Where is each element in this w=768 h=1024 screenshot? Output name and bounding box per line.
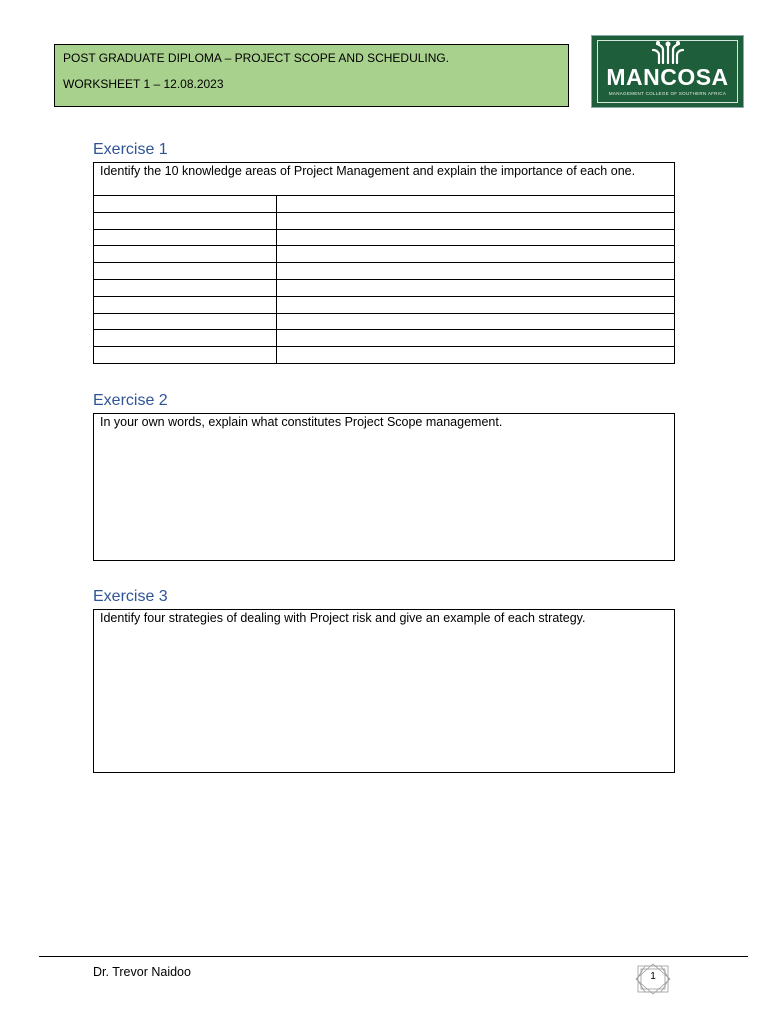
table-row bbox=[94, 313, 675, 330]
table-row bbox=[94, 212, 675, 229]
course-title: POST GRADUATE DIPLOMA – PROJECT SCOPE AND SCHEDULING. bbox=[63, 51, 450, 65]
footer-author: Dr. Trevor Naidoo bbox=[93, 965, 191, 979]
worksheet-title-box bbox=[54, 44, 569, 107]
table-cell[interactable] bbox=[94, 246, 277, 263]
table-cell[interactable] bbox=[94, 263, 277, 280]
page-number-badge bbox=[633, 963, 673, 995]
mancosa-logo bbox=[591, 35, 744, 108]
table-row bbox=[94, 296, 675, 313]
page-number: 1 bbox=[650, 971, 656, 982]
table-row bbox=[94, 196, 675, 213]
table-cell[interactable] bbox=[277, 246, 675, 263]
table-cell[interactable] bbox=[277, 229, 675, 246]
table-cell[interactable] bbox=[94, 313, 277, 330]
table-row bbox=[94, 279, 675, 296]
table-cell[interactable] bbox=[94, 330, 277, 347]
table-row bbox=[94, 246, 675, 263]
table-cell[interactable] bbox=[277, 330, 675, 347]
exercise-1-heading: Exercise 1 bbox=[93, 141, 168, 158]
worksheet-date: WORKSHEET 1 – 12.08.2023 bbox=[63, 77, 224, 91]
exercise-2-answer-box[interactable] bbox=[93, 413, 675, 561]
table-row bbox=[94, 263, 675, 280]
exercise-1-prompt: Identify the 10 knowledge areas of Project Management and explain the importance of each one. bbox=[100, 164, 636, 178]
table-row bbox=[94, 347, 675, 364]
table-cell[interactable] bbox=[94, 212, 277, 229]
table-cell[interactable] bbox=[94, 229, 277, 246]
table-cell[interactable] bbox=[94, 279, 277, 296]
exercise-2-heading: Exercise 2 bbox=[93, 392, 168, 409]
table-cell[interactable] bbox=[94, 196, 277, 213]
table-cell[interactable] bbox=[277, 313, 675, 330]
knowledge-areas-table bbox=[93, 195, 675, 364]
table-cell[interactable] bbox=[277, 279, 675, 296]
table-cell[interactable] bbox=[277, 212, 675, 229]
exercise-3-heading: Exercise 3 bbox=[93, 588, 168, 605]
table-cell[interactable] bbox=[277, 296, 675, 313]
knowledge-areas-table-body bbox=[94, 196, 675, 364]
logo-tree-icon bbox=[650, 40, 686, 64]
logo-subtitle: MANAGEMENT COLLEGE OF SOUTHERN AFRICA bbox=[608, 91, 727, 96]
exercise-3-prompt: Identify four strategies of dealing with Project risk and give an example of each strategy. bbox=[100, 611, 586, 625]
table-cell[interactable] bbox=[94, 347, 277, 364]
exercise-2-prompt: In your own words, explain what constitutes Project Scope management. bbox=[100, 415, 503, 429]
table-cell[interactable] bbox=[277, 347, 675, 364]
exercise-1-prompt-box bbox=[93, 162, 675, 196]
table-cell[interactable] bbox=[277, 263, 675, 280]
table-cell[interactable] bbox=[277, 196, 675, 213]
table-row bbox=[94, 330, 675, 347]
table-cell[interactable] bbox=[94, 296, 277, 313]
logo-wordmark: MANCOSA bbox=[606, 64, 729, 90]
footer-divider bbox=[39, 956, 748, 957]
exercise-3-answer-box[interactable] bbox=[93, 609, 675, 773]
table-row bbox=[94, 229, 675, 246]
